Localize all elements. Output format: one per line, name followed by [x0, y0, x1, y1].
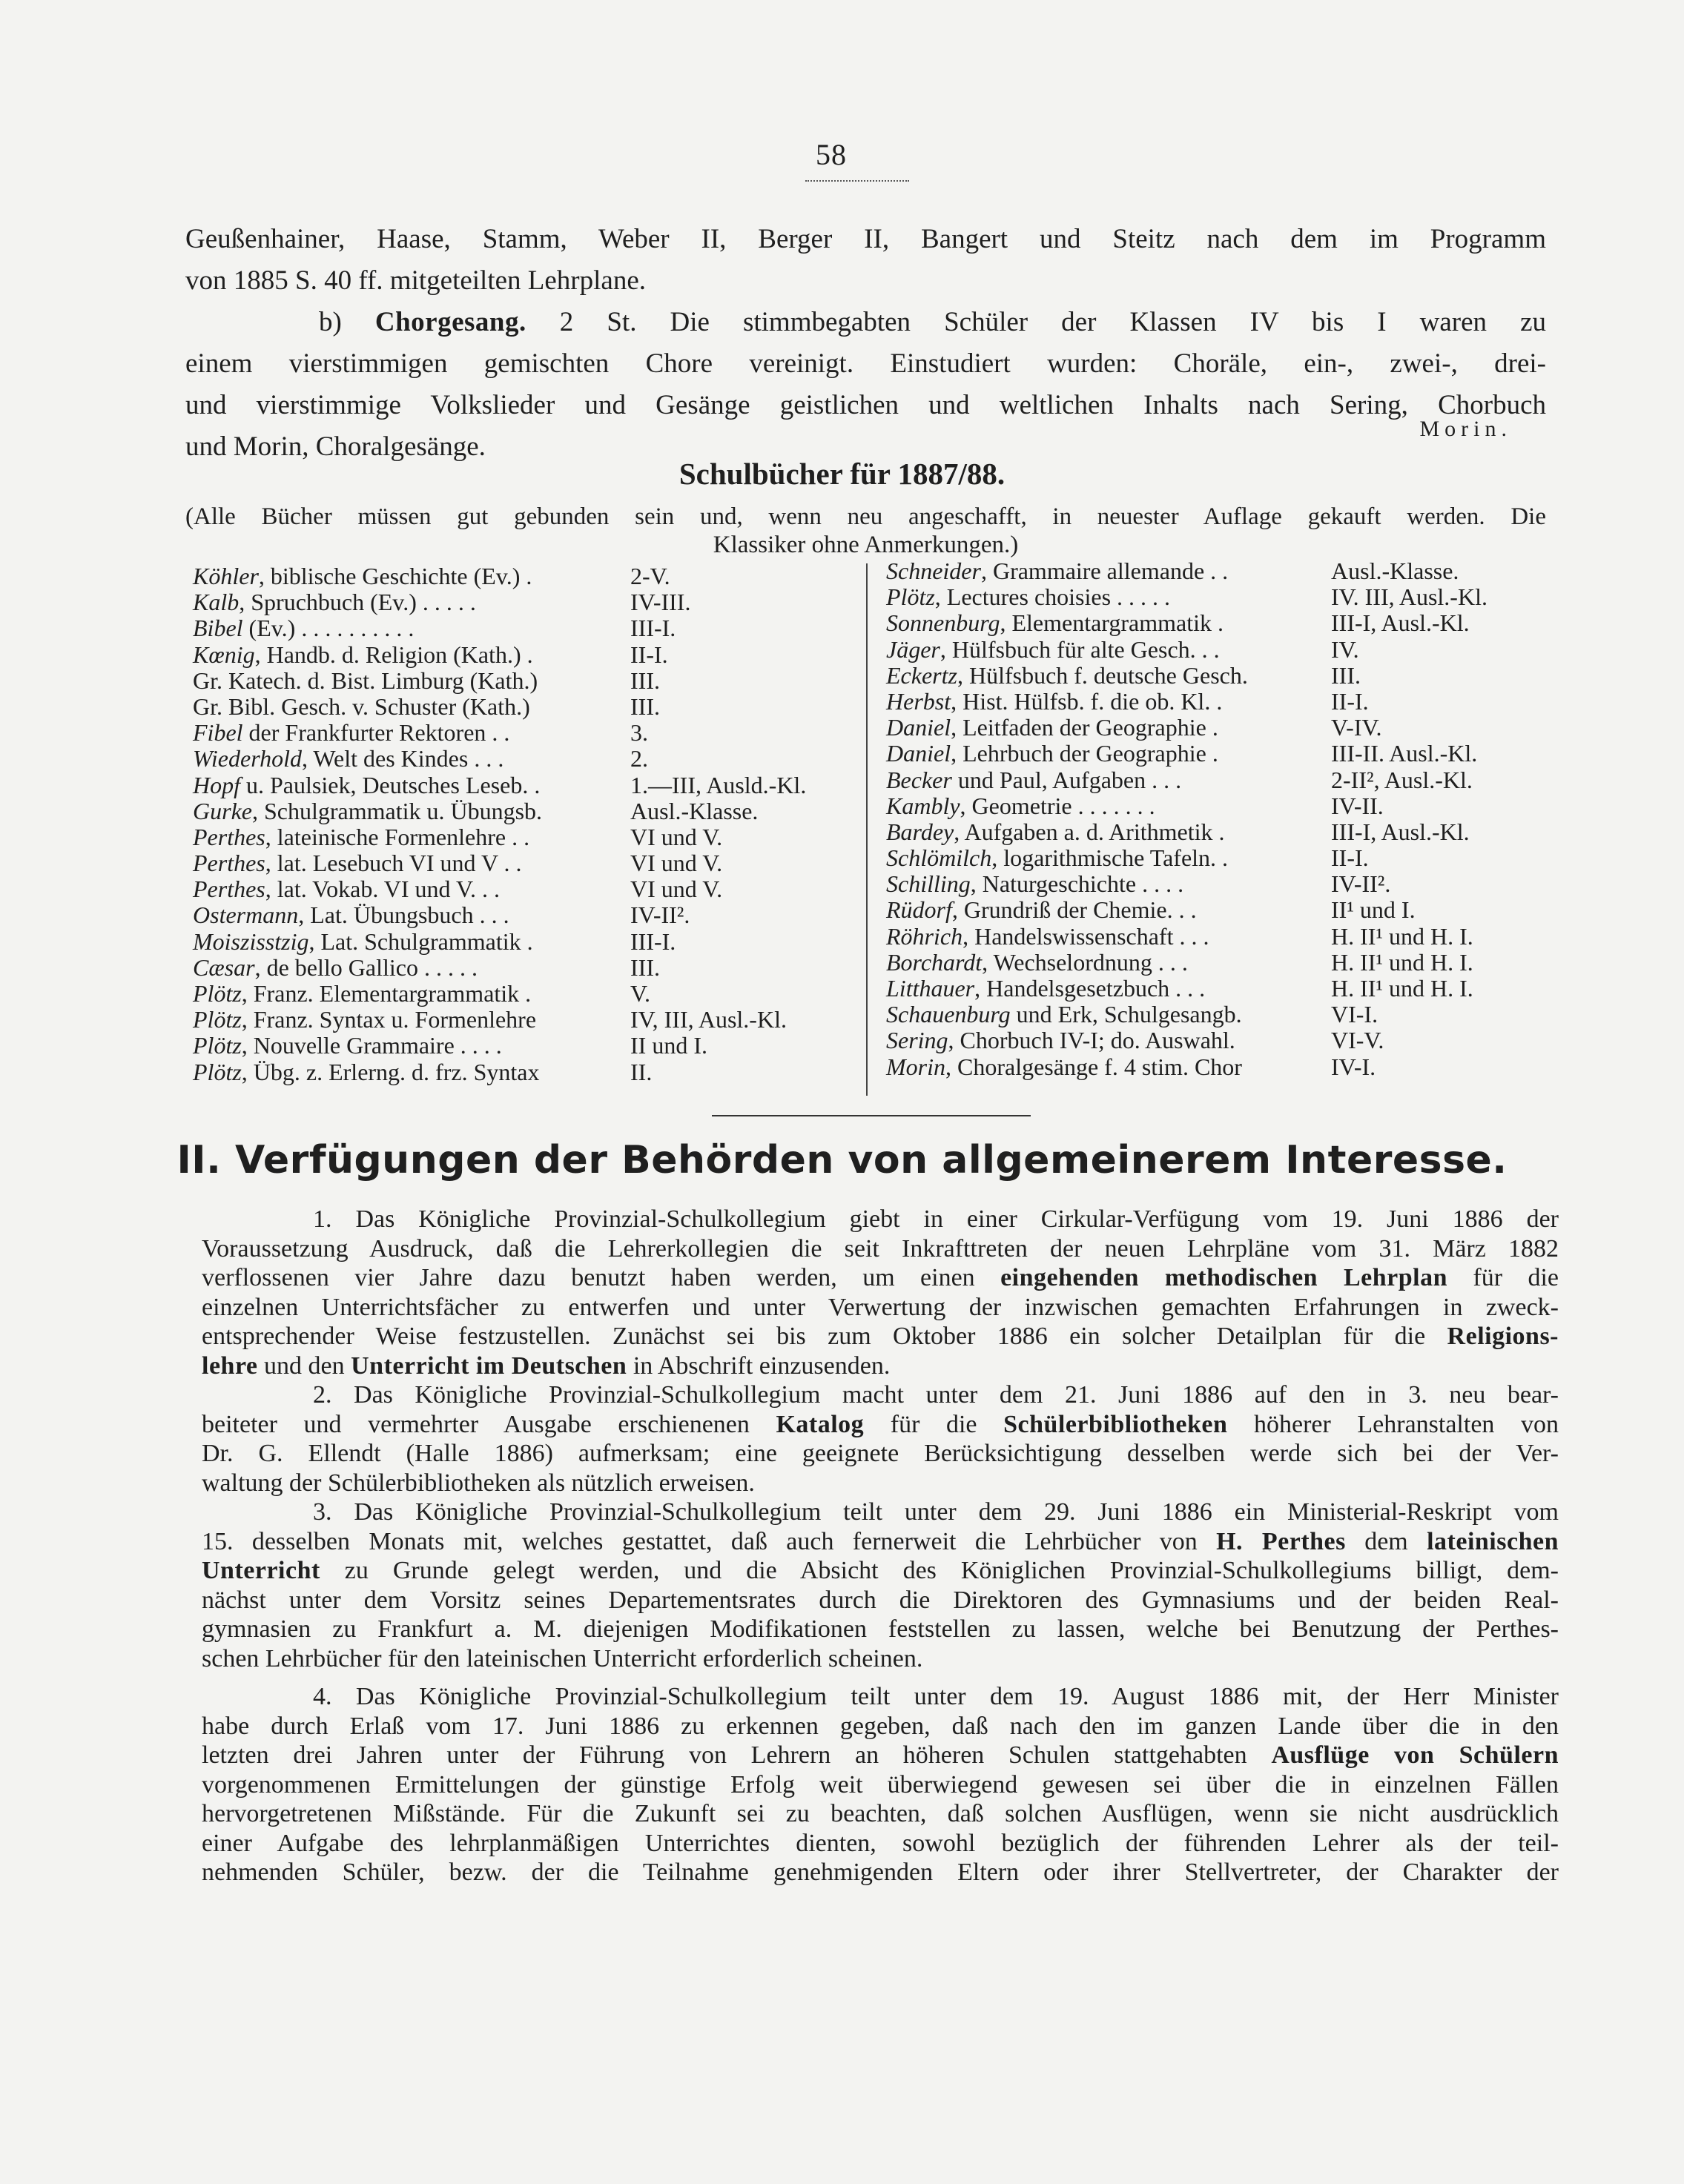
book-level: IV-II². — [630, 901, 690, 929]
text-line: lehre und den Unterricht im Deutschen in Abschrift einzusenden. — [202, 1351, 891, 1380]
column-divider — [866, 563, 868, 1096]
book-author: Sonnenburg — [886, 609, 1000, 637]
book-title: , Spruchbuch (Ev.) . . . . . — [239, 589, 476, 616]
text-line: und vierstimmige Volkslieder und Gesänge geistlichen und weltlichen Inhalts nach Sering, Chorbuch — [185, 390, 1546, 420]
book-level: IV. — [1331, 635, 1359, 663]
text-line: 1. Das Königliche Provinzial-Schulkollegium giebt in einer Cirkular-Verfügung vom 19. Juni 1886 der — [313, 1205, 1559, 1233]
book-author: Perthes — [193, 823, 265, 850]
note-line: (Alle Bücher müssen gut gebunden sein und, wenn neu angeschafft, in neuester Auflage gekauft werden. Die — [185, 503, 1546, 530]
page-number: 58 — [816, 138, 847, 171]
text-line: beiteter und vermehrter Ausgabe erschienenen Katalog für die Schülerbibliotheken höherer Lehranstalten von — [202, 1410, 1559, 1438]
book-author: Plötz — [193, 980, 242, 1007]
book-row — [886, 1054, 1553, 1080]
book-row — [193, 563, 875, 589]
book-title: , Lat. Schulgrammatik . — [308, 927, 533, 955]
book-level: III-I. — [630, 615, 676, 642]
book-author: Köhler — [193, 563, 259, 589]
book-level: V. — [630, 980, 650, 1007]
book-level: VI und V. — [630, 823, 723, 850]
book-title: und Paul, Aufgaben . . . — [951, 766, 1182, 793]
book-level: II-I. — [1331, 687, 1369, 715]
book-level: H. II¹ und H. I. — [1331, 975, 1473, 1002]
book-title: (Ev.) . . . . . . . . . . — [242, 615, 415, 642]
book-author: Bibel — [193, 615, 243, 642]
schoolbooks-note — [185, 503, 1546, 559]
emphasis: Katalog — [776, 1410, 865, 1438]
book-title: , Leitfaden der Geographie . — [951, 714, 1218, 741]
book-level: VI und V. — [630, 876, 723, 903]
book-title: der Frankfurter Rektoren . . — [242, 719, 510, 747]
book-row — [193, 902, 875, 928]
book-title: und Erk, Schulgesangb. — [1010, 1001, 1242, 1028]
book-level: 3. — [630, 719, 648, 747]
book-row — [886, 584, 1553, 610]
book-author: Röhrich — [886, 922, 963, 950]
book-author: Kalb — [193, 589, 240, 616]
book-level: VI-I. — [1331, 1001, 1378, 1028]
book-title: , lat. Lesebuch VI und V . . — [265, 850, 522, 877]
book-row — [886, 637, 1553, 663]
book-row — [193, 850, 875, 876]
text-line: schen Lehrbücher für den lateinischen Unterricht erforderlich scheinen. — [202, 1644, 923, 1672]
book-level: III-II. Ausl.-Kl. — [1331, 740, 1478, 767]
book-level: III. — [630, 953, 660, 981]
book-row — [193, 798, 875, 824]
intro-paragraph — [185, 219, 1546, 468]
book-row — [193, 955, 875, 981]
book-row — [886, 845, 1553, 871]
book-title: , Aufgaben a. d. Arithmetik . — [954, 818, 1225, 845]
book-row — [886, 741, 1553, 767]
book-author: Moiszisstzig — [193, 927, 309, 955]
emphasis: Schülerbibliotheken — [1003, 1410, 1228, 1438]
emphasis: Ausflüge von Schülern — [1271, 1741, 1559, 1769]
book-level: III. — [1331, 661, 1361, 689]
book-level: H. II¹ und H. I. — [1331, 948, 1473, 976]
book-level: 1.—III, Ausld.-Kl. — [630, 771, 807, 798]
choir-line — [185, 302, 1546, 343]
book-row — [886, 610, 1553, 636]
book-row — [193, 615, 875, 641]
book-level: III-I, Ausl.-Kl. — [1331, 609, 1470, 637]
book-row — [886, 1002, 1553, 1028]
emphasis: eingehenden methodischen Lehrplan — [1000, 1264, 1448, 1291]
book-level: IV, III, Ausl.-Kl. — [630, 1006, 787, 1033]
emphasis: Unterricht im Deutschen — [351, 1351, 627, 1380]
book-row — [193, 668, 875, 694]
book-author: Kœnig — [193, 641, 255, 668]
book-author: Eckertz — [886, 661, 957, 689]
book-title: , Übg. z. Erlerng. d. frz. Syntax — [241, 1058, 540, 1085]
book-row — [193, 772, 875, 798]
emphasis: lehre — [202, 1351, 258, 1380]
book-level: III-I, Ausl.-Kl. — [1331, 818, 1470, 845]
book-title: u. Paulsiek, Deutsches Leseb. . — [240, 771, 541, 798]
note-line: Klassiker ohne Anmerkungen.) — [713, 532, 1019, 558]
book-level: 2-II², Ausl.-Kl. — [1331, 766, 1473, 793]
schoolbooks-right-column — [886, 558, 1553, 1080]
book-level: VI und V. — [630, 850, 723, 877]
book-title: , Franz. Elementargrammatik . — [241, 980, 532, 1007]
book-level: II¹ und I. — [1331, 896, 1416, 924]
book-title: Gr. Katech. d. Bist. Limburg (Kath.) — [193, 666, 538, 694]
book-row — [886, 976, 1553, 1002]
text-line: einer Aufgabe des lehrplanmäßigen Unterrichtes dienten, sowohl bezüglich der führenden Lehrer als der teil- — [202, 1829, 1559, 1857]
emphasis: Unterricht — [202, 1557, 320, 1584]
book-row — [886, 950, 1553, 976]
text-line: nächst unter dem Vorsitz seines Departementsrates durch die Direktoren des Gymnasiums und der beiden Real- — [202, 1586, 1559, 1614]
text-line: von 1885 S. 40 ff. mitgeteilten Lehrplane. — [185, 265, 646, 296]
emphasis: H. Perthes — [1216, 1527, 1346, 1555]
text-line: nehmenden Schüler, bezw. der die Teilnahme genehmigenden Eltern oder ihrer Stellvertreter, der Charakter der — [202, 1859, 1559, 1886]
text-line: Geußenhainer, Haase, Stamm, Weber II, Berger II, Bangert und Steitz nach dem im Programm — [185, 224, 1546, 254]
book-author: Gurke — [193, 797, 252, 824]
text-line: letzten drei Jahren unter der Führung von Lehrern an höheren Schulen stattgehabten Ausflüge von Schülern — [202, 1741, 1559, 1769]
book-title: , lateinische Formenlehre . . — [265, 823, 530, 850]
book-level: H. II¹ und H. I. — [1331, 922, 1473, 950]
book-title: , Lehrbuch der Geographie . — [951, 740, 1218, 767]
text-line: Unterricht zu Grunde gelegt werden, und die Absicht des Königlichen Provinzial-Schulkollegiums billigt, dem- — [202, 1557, 1559, 1584]
book-title: , Wechselordnung . . . — [982, 948, 1188, 976]
book-title: , Hülfsbuch f. deutsche Gesch. — [957, 661, 1248, 689]
book-author: Sering — [886, 1027, 948, 1054]
book-title: , Schulgrammatik u. Übungsb. — [251, 797, 543, 824]
book-author: Hopf — [193, 771, 240, 798]
text-line: habe durch Erlaß vom 17. Juni 1886 zu erkennen gegeben, daß nach den im ganzen Lande über die in den — [202, 1712, 1559, 1740]
book-level: IV. III, Ausl.-Kl. — [1331, 583, 1487, 611]
book-level: III. — [630, 692, 660, 720]
text-line: 4. Das Königliche Provinzial-Schulkollegium teilt unter dem 19. August 1886 mit, der Herr Minister — [313, 1683, 1559, 1710]
book-author: Bardey — [886, 818, 954, 845]
book-title: , Grammaire allemande . . — [980, 557, 1229, 584]
book-title: , Grundriß der Chemie. . . — [951, 896, 1197, 924]
book-title: , Nouvelle Grammaire . . . . — [241, 1032, 502, 1059]
book-level: II und I. — [630, 1032, 707, 1059]
text-line: und Morin, Choralgesänge. — [185, 431, 486, 462]
book-level: 2. — [630, 745, 648, 772]
book-title: , Handelsgesetzbuch . . . — [974, 975, 1206, 1002]
choir-text: 2 St. Die stimmbegabten Schüler der Klassen IV bis I waren zu — [526, 307, 1546, 337]
book-title: , Lat. Übungsbuch . . . — [298, 901, 509, 929]
book-author: Perthes — [193, 850, 265, 877]
book-row — [886, 767, 1553, 793]
book-row — [193, 929, 875, 955]
book-title: , Hist. Hülfsb. f. die ob. Kl. . — [951, 687, 1223, 715]
book-title: , lat. Vokab. VI und V. . . — [265, 876, 500, 903]
page-number-underline — [805, 180, 909, 182]
choir-heading: Chorgesang. — [374, 307, 526, 337]
text-line: 15. desselben Monats mit, welches gestattet, daß auch fernerweit die Lehrbücher von H. Perthes dem lateinischen — [202, 1527, 1559, 1555]
book-author: Schlömilch — [886, 844, 992, 872]
book-author: Rüdorf — [886, 896, 952, 924]
book-row — [193, 1059, 875, 1085]
book-title: , Handb. d. Religion (Kath.) . — [254, 641, 533, 668]
book-title: , Lectures choisies . . . . . — [934, 583, 1171, 611]
book-row — [886, 924, 1553, 950]
book-title: , Chorbuch IV-I; do. Auswahl. — [948, 1027, 1235, 1054]
book-level: IV-I. — [1331, 1053, 1376, 1080]
book-author: Fibel — [193, 719, 243, 747]
book-author: Litthauer — [886, 975, 975, 1002]
text-line: 2. Das Königliche Provinzial-Schulkollegium macht unter dem 21. Juni 1886 auf den in 3. neu bear- — [313, 1381, 1559, 1409]
book-row — [886, 897, 1553, 923]
text-line: vorgenommenen Ermittelungen der günstige Erfolg weit überwiegend gewesen sei über die in einzelnen Fällen — [202, 1770, 1559, 1799]
section-divider-rule — [712, 1115, 1031, 1116]
book-level: IV-II. — [1331, 792, 1384, 819]
book-author: Jäger — [886, 635, 940, 663]
book-author: Ostermann — [193, 901, 299, 929]
book-title: , biblische Geschichte (Ev.) . — [258, 563, 532, 589]
book-author: Schneider — [886, 557, 981, 584]
book-level: III. — [630, 666, 660, 694]
text-line: einem vierstimmigen gemischten Chore vereinigt. Einstudiert wurden: Choräle, ein-, zwei-, drei- — [185, 348, 1546, 379]
book-row — [193, 642, 875, 668]
book-row — [193, 824, 875, 850]
emphasis: lateinischen — [1427, 1527, 1559, 1555]
schoolbooks-heading: Schulbücher für 1887/88. — [678, 457, 1006, 491]
book-level: V-IV. — [1331, 714, 1382, 741]
choir-label: b) — [319, 307, 375, 337]
text-line: waltung der Schülerbibliotheken als nützlich erweisen. — [202, 1469, 755, 1497]
book-level: 2-V. — [630, 563, 670, 589]
book-title: , Elementargrammatik . — [1000, 609, 1224, 637]
book-title: Gr. Bibl. Gesch. v. Schuster (Kath.) — [193, 692, 530, 720]
book-title: , Choralgesänge f. 4 stim. Chor — [945, 1053, 1242, 1080]
book-title: , Welt des Kindes . . . — [301, 745, 504, 772]
book-row — [886, 715, 1553, 741]
text-line: 3. Das Königliche Provinzial-Schulkollegium teilt unter dem 29. Juni 1886 ein Ministerial-Reskript vom — [313, 1498, 1559, 1526]
book-title: , Franz. Syntax u. Formenlehre — [241, 1006, 537, 1033]
book-level: VI-V. — [1331, 1027, 1384, 1054]
book-level: IV-II². — [1331, 870, 1391, 898]
book-title: , Naturgeschichte . . . . — [970, 870, 1184, 898]
book-row — [193, 1033, 875, 1059]
book-title: , Hülfsbuch für alte Gesch. . . — [940, 635, 1220, 663]
book-author: Kambly — [886, 792, 960, 819]
book-row — [886, 871, 1553, 897]
book-level: III-I. — [630, 927, 676, 955]
book-row — [886, 819, 1553, 845]
book-title: , Geometrie . . . . . . . — [960, 792, 1155, 819]
book-author: Wiederhold — [193, 745, 302, 772]
book-row — [886, 793, 1553, 819]
book-author: Plötz — [193, 1032, 242, 1059]
book-author: Cæsar — [193, 953, 255, 981]
text-line: Voraussetzung Ausdruck, daß die Lehrerkollegien die seit Inkrafttreten der neuen Lehrpläne vom 31. März 1882 — [202, 1234, 1559, 1263]
text-line: einzelnen Unterrichtsfächer zu entwerfen und unter Verwertung der inzwischen gemachten Erfahrungen in zweck- — [202, 1293, 1559, 1321]
section-heading: II. Verfügungen der Behörden von allgemeinerem Interesse. — [176, 1138, 1508, 1182]
book-title: , Handelswissenschaft . . . — [962, 922, 1209, 950]
book-level: II-I. — [630, 641, 668, 668]
text-line: Dr. G. Ellendt (Halle 1886) aufmerksam; eine geeignete Berücksichtigung desselben werde sich bei der Ver- — [202, 1440, 1559, 1467]
book-row — [193, 876, 875, 902]
book-row — [886, 1028, 1553, 1053]
book-author: Borchardt — [886, 948, 983, 976]
book-row — [886, 663, 1553, 689]
book-level: II-I. — [1331, 844, 1369, 872]
book-author: Morin — [886, 1053, 945, 1080]
schoolbooks-left-column — [193, 563, 875, 1085]
book-level: IV-III. — [630, 589, 691, 616]
book-row — [193, 589, 875, 615]
book-row — [193, 694, 875, 720]
book-author: Plötz — [886, 583, 935, 611]
book-author: Herbst — [886, 687, 951, 715]
text-line: hervorgetretenen Mißstände. Für die Zukunft sei zu beachten, daß solchen Ausflügen, wenn sie nicht ausdrücklich — [202, 1800, 1559, 1827]
book-level: Ausl.-Klasse. — [1331, 557, 1459, 584]
book-author: Daniel — [886, 740, 951, 767]
book-author: Plötz — [193, 1058, 242, 1085]
book-level: II. — [630, 1058, 653, 1085]
signature: Morin. — [1419, 417, 1512, 441]
book-author: Daniel — [886, 714, 951, 741]
book-author: Plötz — [193, 1006, 242, 1033]
book-row — [193, 981, 875, 1007]
book-row — [886, 558, 1553, 584]
book-author: Schauenburg — [886, 1001, 1011, 1028]
text-line: entsprechender Weise festzustellen. Zunächst sei bis zum Oktober 1886 ein solcher Detailplan für die Religions- — [202, 1323, 1559, 1350]
emphasis: Religions- — [1447, 1323, 1559, 1350]
book-author: Schilling — [886, 870, 971, 898]
book-row — [193, 746, 875, 772]
text-line: verflossenen vier Jahre dazu benutzt haben werden, um einen eingehenden methodischen Lehrplan für die — [202, 1264, 1559, 1291]
book-row — [193, 720, 875, 746]
book-row — [193, 1007, 875, 1033]
book-level: Ausl.-Klasse. — [630, 797, 759, 824]
text-line: gymnasien zu Frankfurt a. M. diejenigen Modifikationen feststellen zu lassen, welche bei Benutzung der Perthes- — [202, 1615, 1559, 1643]
book-title: , logarithmische Tafeln. . — [991, 844, 1229, 872]
book-title: , de bello Gallico . . . . . — [254, 953, 478, 981]
book-author: Becker — [886, 766, 952, 793]
book-row — [886, 689, 1553, 715]
book-author: Perthes — [193, 876, 265, 903]
section-body — [202, 1205, 1559, 1887]
